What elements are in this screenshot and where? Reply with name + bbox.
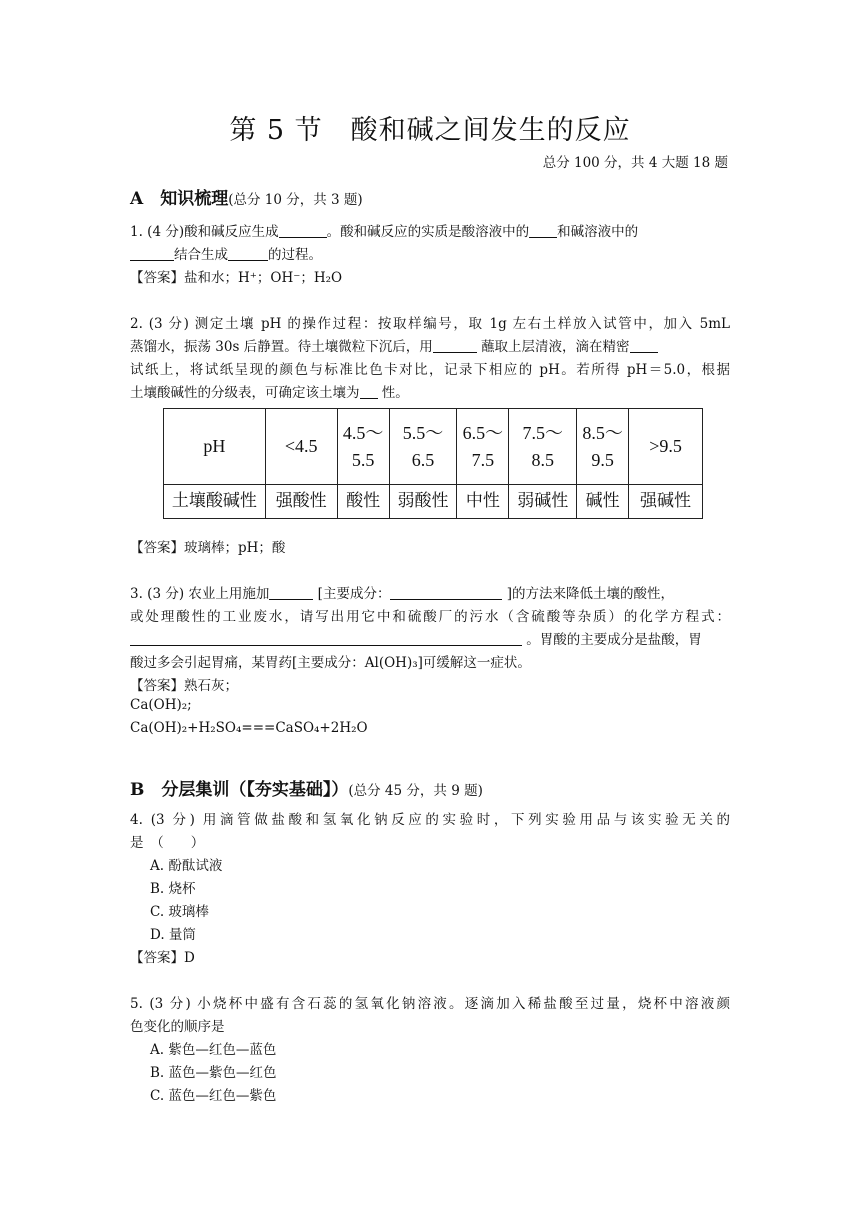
q2-line3: 试纸上，将试纸呈现的颜色与标准比色卡对比，记录下相应的 pH。若所得 pH＝5.0，根据 <box>130 362 730 378</box>
q3-answer-3: Ca(OH)₂+H₂SO₄===CaSO₄+2H₂O <box>130 720 368 736</box>
ph-classification-table <box>163 408 703 519</box>
q5-option-b: B. 蓝色—紫色—红色 <box>150 1065 277 1081</box>
q2-line2 <box>130 335 658 355</box>
q2-answer: 【答案】玻璃棒；pH；酸 <box>130 540 286 556</box>
q1-blank-2[interactable] <box>529 223 557 238</box>
table-cell: 酸性 <box>337 485 389 519</box>
table-row <box>164 485 703 519</box>
q2-text-b: 蘸取上层清液，滴在精密 <box>476 339 630 355</box>
q4-line1: 4. (3 分) 用滴管做盐酸和氢氧化钠反应的实验时，下列实验用品与该实验无关的 <box>130 812 730 828</box>
q1-text-c: 和碱溶液中的 <box>557 224 639 240</box>
q3-text-b: [主要成分： <box>313 586 391 602</box>
q1-text-d: 结合生成 <box>174 247 228 263</box>
table-cell: >9.5 <box>629 409 703 485</box>
q4-line2: 是 （ ） <box>130 835 205 851</box>
q4-option-a: A. 酚酞试液 <box>150 858 223 874</box>
q3-blank-1[interactable] <box>269 585 313 600</box>
q3-text-d: 。胃酸的主要成分是盐酸，胃 <box>522 632 702 648</box>
q3-line1 <box>130 582 674 602</box>
score-summary: 总分 100 分，共 4 大题 18 题 <box>542 155 728 171</box>
q2-text-d: 性。 <box>377 385 409 401</box>
table-cell: 5.5～ 6.5 <box>389 409 457 485</box>
q3-answer-1: 【答案】熟石灰； <box>130 678 238 694</box>
table-cell: 6.5～ 7.5 <box>457 409 509 485</box>
q3-line3 <box>130 628 702 648</box>
q1-blank-4[interactable] <box>228 246 268 261</box>
section-a-title: A 知识梳理 <box>130 189 229 209</box>
q3-text-c: ]的方法来降低土壤的酸性， <box>502 586 675 602</box>
q1-blank-3[interactable] <box>130 246 174 261</box>
table-cell: 强碱性 <box>629 485 703 519</box>
q1-text-a: 1. (4 分)酸和碱反应生成 <box>130 224 279 240</box>
q1-answer: 【答案】盐和水；H⁺；OH⁻；H₂O <box>130 270 343 286</box>
section-b-title: B 分层集训（【夯实基础】） <box>130 780 349 800</box>
page-title: 第 5 节 酸和碱之间发生的反应 <box>229 115 631 146</box>
table-cell: 强酸性 <box>265 485 337 519</box>
table-cell: 碱性 <box>577 485 629 519</box>
q2-text-c: 土壤酸碱性的分级表，可确定该土壤为 <box>130 385 360 401</box>
q4-option-b: B. 烧杯 <box>150 881 196 897</box>
q5-line1: 5. (3 分) 小烧杯中盛有含石蕊的氢氧化钠溶液。逐滴加入稀盐酸至过量，烧杯中溶液颜 <box>130 996 730 1012</box>
q3-blank-3[interactable] <box>130 631 522 646</box>
table-cell: 弱碱性 <box>509 485 577 519</box>
q3-line4: 酸过多会引起胃痛，某胃药[主要成分：Al(OH)₃]可缓解这一症状。 <box>130 655 531 671</box>
section-b-heading <box>130 775 483 800</box>
q2-line1: 2. (3 分) 测定土壤 pH 的操作过程：按取样编号，取 1g 左右土样放入试管中，加入 5mL <box>130 316 730 332</box>
q1-text-e: 的过程。 <box>268 247 322 263</box>
q2-blank-1[interactable] <box>433 338 477 353</box>
q3-text-a: 3. (3 分) 农业上用施加 <box>130 586 270 602</box>
q3-blank-2[interactable] <box>390 585 502 600</box>
q1-text-b: 。酸和碱反应的实质是酸溶液中的 <box>326 224 530 240</box>
q2-text-a: 蒸馏水，振荡 30s 后静置。待土壤微粒下沉后，用 <box>130 339 433 355</box>
table-cell: 中性 <box>457 485 509 519</box>
table-cell: <4.5 <box>265 409 337 485</box>
table-cell: pH <box>164 409 266 485</box>
q1-line2 <box>130 243 322 263</box>
table-cell: 弱酸性 <box>389 485 457 519</box>
table-cell: 8.5～ 9.5 <box>577 409 629 485</box>
section-a-meta: (总分 10 分，共 3 题) <box>228 192 363 208</box>
q1-line1 <box>130 220 638 240</box>
q4-option-d: D. 量筒 <box>150 927 196 943</box>
table-cell: 土壤酸碱性 <box>164 485 266 519</box>
section-a-heading <box>130 184 363 209</box>
q4-option-c: C. 玻璃棒 <box>150 904 209 920</box>
q2-blank-2[interactable] <box>630 338 658 353</box>
q2-blank-3[interactable] <box>360 384 378 399</box>
q5-line2: 色变化的顺序是 <box>130 1019 225 1035</box>
table-header-row <box>164 409 703 485</box>
table-cell: 4.5～ 5.5 <box>337 409 389 485</box>
q4-answer: 【答案】D <box>130 950 195 966</box>
q2-line4 <box>130 381 409 401</box>
q5-option-a: A. 紫色—红色—蓝色 <box>150 1042 277 1058</box>
section-b-meta: (总分 45 分，共 9 题) <box>348 783 483 799</box>
q3-line2: 或处理酸性的工业废水，请写出用它中和硫酸厂的污水（含硫酸等杂质）的化学方程式： <box>130 609 730 625</box>
q1-blank-1[interactable] <box>279 223 327 238</box>
q3-answer-2: Ca(OH)₂; <box>130 697 192 713</box>
q5-option-c: C. 蓝色—红色—紫色 <box>150 1088 277 1104</box>
table-cell: 7.5～ 8.5 <box>509 409 577 485</box>
